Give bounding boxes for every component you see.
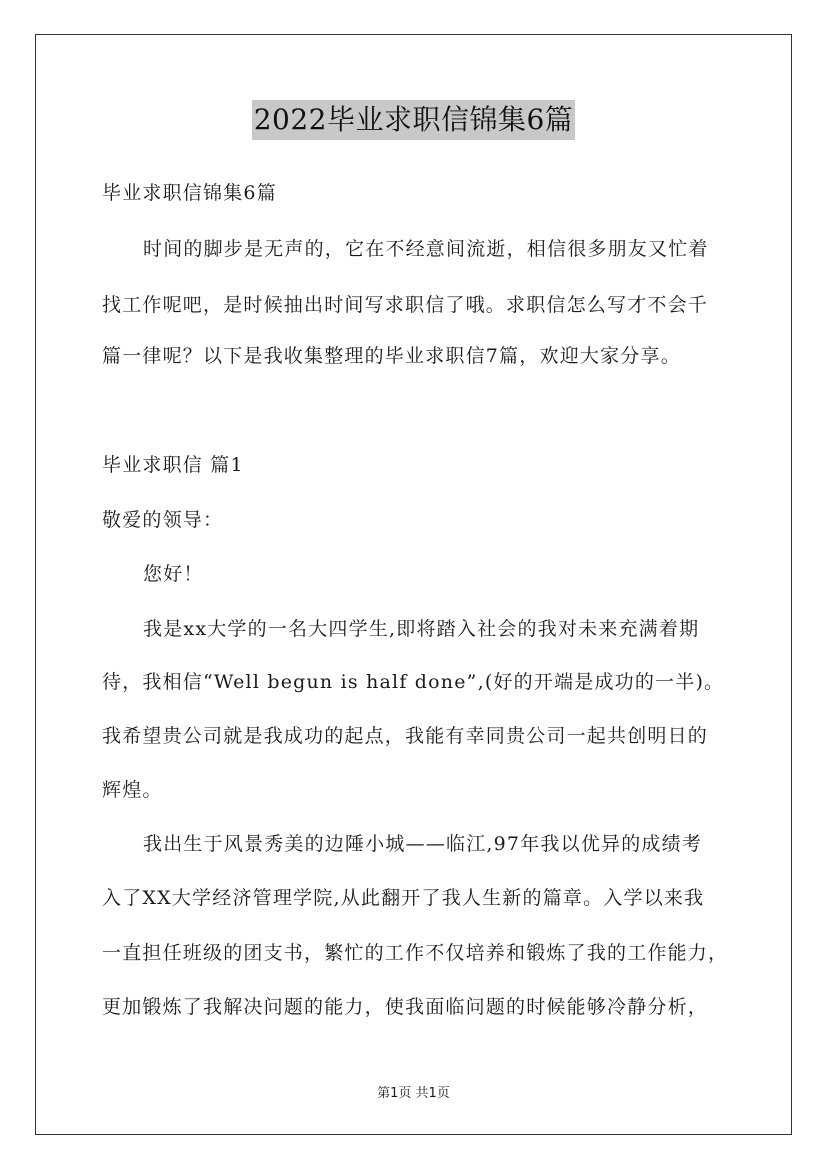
section-heading: 毕业求职信 篇1 [102, 454, 244, 476]
paragraph1-line-2: 待，我相信“Well begun is half done”,(好的开端是成功的一半)。 [102, 671, 725, 693]
paragraph2-line-4: 更加锻炼了我解决问题的能力，使我面临问题的时候能够冷静分析， [102, 996, 709, 1018]
paragraph1-line-1: 我是xx大学的一名大四学生,即将踏入社会的我对未来充满着期 [143, 618, 700, 640]
paragraph2-line-2: 入了XX大学经济管理学院,从此翻开了我人生新的篇章。入学以来我 [102, 887, 705, 909]
intro-line-3: 篇一律呢？以下是我收集整理的毕业求职信7篇，欢迎大家分享。 [102, 345, 681, 367]
intro-line-1: 时间的脚步是无声的，它在不经意间流逝，相信很多朋友又忙着 [143, 238, 709, 260]
intro-line-2: 找工作呢吧，是时候抽出时间写求职信了哦。求职信怎么写才不会千 [102, 294, 709, 316]
greeting: 您好！ [143, 563, 204, 585]
page-number-footer: 第1页 共1页 [377, 1086, 450, 1101]
salutation: 敬爱的领导： [102, 509, 224, 531]
paragraph1-line-3: 我希望贵公司就是我成功的起点，我能有幸同贵公司一起共创明日的 [102, 725, 709, 747]
paragraph2-line-1: 我出生于风景秀美的边陲小城——临江,97年我以优异的成绩考 [143, 833, 703, 855]
document-title: 2022毕业求职信锦集6篇 [252, 100, 576, 140]
document-subtitle: 毕业求职信锦集6篇 [102, 182, 277, 204]
paragraph2-line-3: 一直担任班级的团支书，繁忙的工作不仅培养和锻炼了我的工作能力， [102, 942, 729, 964]
paragraph1-line-4: 辉煌。 [102, 779, 163, 801]
